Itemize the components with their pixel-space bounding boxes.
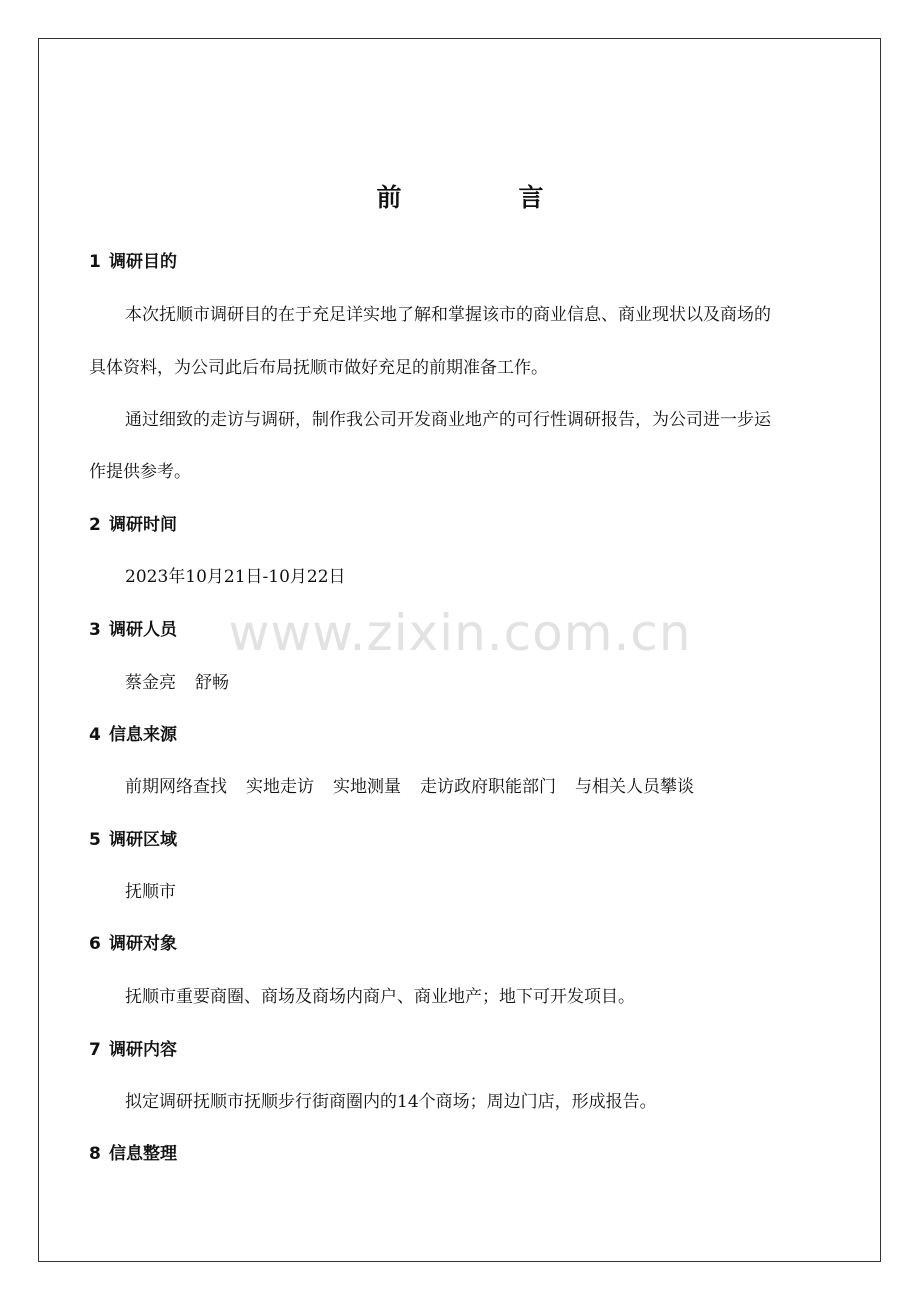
section-heading-6 (89, 931, 177, 957)
source-item: 实地走访 (246, 777, 314, 797)
source-item: 实地测量 (333, 777, 401, 797)
section-heading-1 (89, 249, 177, 275)
source-item: 前期网络查找 (125, 777, 227, 797)
info-sources (125, 774, 870, 800)
section-heading-7 (89, 1037, 177, 1063)
survey-staff (125, 670, 870, 696)
section-title: 调研目的 (109, 252, 177, 272)
section-heading-8 (89, 1141, 177, 1167)
source-item: 与相关人员攀谈 (575, 777, 694, 797)
section-number: 6 (89, 934, 101, 954)
survey-targets: 抚顺市重要商圈、商场及商场内商户、商业地产；地下可开发项目。 (125, 987, 635, 1007)
section-number: 8 (89, 1144, 101, 1164)
section-number: 4 (89, 725, 101, 745)
section-number: 7 (89, 1040, 101, 1060)
section-number: 2 (89, 515, 101, 535)
section-title: 信息来源 (109, 725, 177, 745)
survey-content: 拟定调研抚顺市抚顺步行街商圈内的14个商场；周边门店，形成报告。 (125, 1092, 657, 1112)
section-heading-2 (89, 512, 177, 538)
section-number: 5 (89, 830, 101, 850)
source-item: 走访政府职能部门 (420, 777, 556, 797)
survey-region: 抚顺市 (125, 882, 176, 902)
section-title: 调研内容 (109, 1040, 177, 1060)
section-title: 调研时间 (109, 515, 177, 535)
section-number: 3 (89, 620, 101, 640)
purpose-paragraph-1-line-2: 具体资料，为公司此后布局抚顺市做好充足的前期准备工作。 (89, 358, 548, 378)
section-heading-3 (89, 617, 177, 643)
staff-member: 蔡金亮 (125, 673, 176, 693)
section-title: 调研人员 (109, 620, 177, 640)
section-title: 调研区域 (109, 830, 177, 850)
section-heading-4 (89, 722, 177, 748)
section-title: 信息整理 (109, 1144, 177, 1164)
purpose-paragraph-2-line-2: 作提供参考。 (89, 462, 191, 482)
staff-member: 舒畅 (195, 673, 229, 693)
page-title: 前 言 (376, 183, 590, 212)
section-title: 调研对象 (109, 934, 177, 954)
watermark: www.zixin.com.cn (228, 604, 692, 662)
section-heading-5 (89, 827, 177, 853)
page-border (38, 38, 881, 1262)
purpose-paragraph-1-line-1: 本次抚顺市调研目的在于充足详实地了解和掌握该市的商业信息、商业现状以及商场的 (125, 305, 771, 325)
section-number: 1 (89, 252, 101, 272)
survey-time: 2023年10月21日-10月22日 (125, 567, 346, 587)
purpose-paragraph-2-line-1: 通过细致的走访与调研，制作我公司开发商业地产的可行性调研报告，为公司进一步运 (125, 410, 771, 430)
